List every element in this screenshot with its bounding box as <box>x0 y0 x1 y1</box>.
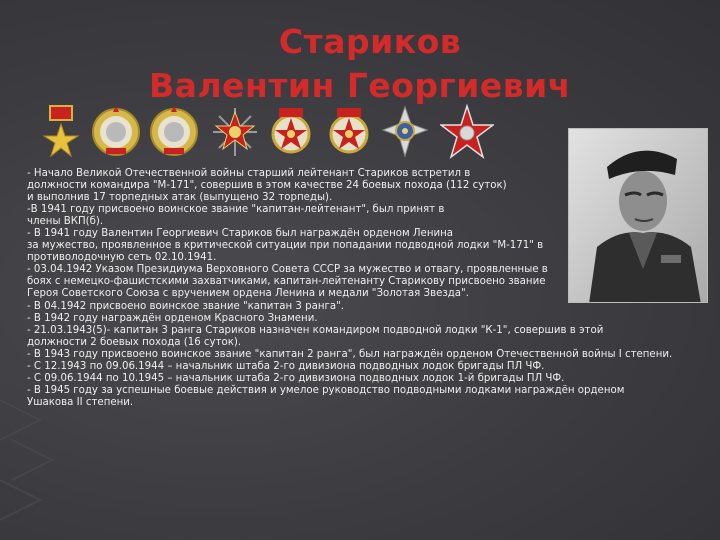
biography-line: - В 1942 году награждён орденом Красного Знамени. <box>27 312 318 324</box>
order-of-lenin-icon <box>90 104 142 160</box>
biography-line: - В 1943 году присвоено воинское звание "капитан 2 ранга", был награждён орденом Отечественной войны I степени. <box>27 348 673 360</box>
biography-line: - С 09.06.1944 по 10.1945 – начальник штаба 2-го дивизиона подводных лодок 1-й бригады ПЛ ЧФ. <box>27 372 565 384</box>
biography-line: и выполнив 17 торпедных атак (выпущено 32 торпеды). <box>27 192 333 204</box>
biography-line: - 03.04.1942 Указом Президиума Верховного Совета СССР за мужество и отвагу, проявленные в <box>27 264 548 276</box>
page-title-name: Валентин Георгиевич <box>149 66 571 105</box>
order-of-red-banner-icon <box>324 104 374 160</box>
order-of-red-star-icon <box>440 104 494 160</box>
gold-star-medal-icon <box>40 104 82 164</box>
biography-line: -В 1941 году присвоено воинское звание "капитан-лейтенант", был принят в <box>27 204 445 216</box>
biography-line: Героя Советского Союза с вручением ордена Ленина и медали "Золотая Звезда". <box>27 288 469 300</box>
biography-line: - В 04.1942 присвоено воинское звание "капитан 3 ранга". <box>27 300 345 312</box>
order-of-lenin-icon <box>148 104 200 160</box>
order-of-red-banner-icon <box>266 104 316 160</box>
biography-line: должности командира "М-171", совершив в этом качестве 24 боевых похода (112 суток) <box>27 180 507 192</box>
biography-text <box>27 168 717 409</box>
biography-line: должности 2 боевых похода (16 суток). <box>27 336 242 348</box>
biography-line: - В 1945 году за успешные боевые действия и умелое руководство подводными лодками награждён орденом <box>27 384 625 396</box>
order-of-patriotic-war-icon <box>210 104 260 160</box>
order-of-ushakov-icon <box>380 104 430 160</box>
awards-row <box>40 104 500 166</box>
biography-line: члены ВКП(б). <box>27 216 104 228</box>
biography-line: - С 12.1943 по 09.06.1944 – начальник штаба 2-го дивизиона подводных лодок бригады ПЛ ЧФ. <box>27 360 545 372</box>
biography-line: боях с немецко-фашистскими захватчиками, капитан-лейтенанту Старикову присвоено звание <box>27 276 546 288</box>
biography-line: - Начало Великой Отечественной войны старший лейтенант Стариков встретил в <box>27 168 471 179</box>
biography-line: - 21.03.1943(5)- капитан 3 ранга Стариков назначен командиром подводной лодки "К-1", совершив в этой <box>27 324 604 336</box>
biography-line: - В 1941 году Валентин Георгиевич Стариков был награждён орденом Ленина <box>27 228 454 240</box>
page-title-surname: Стариков <box>278 22 462 61</box>
biography-line: за мужество, проявленное в критической ситуации при попадании подводной лодки "М-171" в <box>27 240 544 252</box>
biography-line: Ушакова II степени. <box>27 396 134 408</box>
biography-line: противолодочную сеть 02.10.1941. <box>27 252 217 264</box>
